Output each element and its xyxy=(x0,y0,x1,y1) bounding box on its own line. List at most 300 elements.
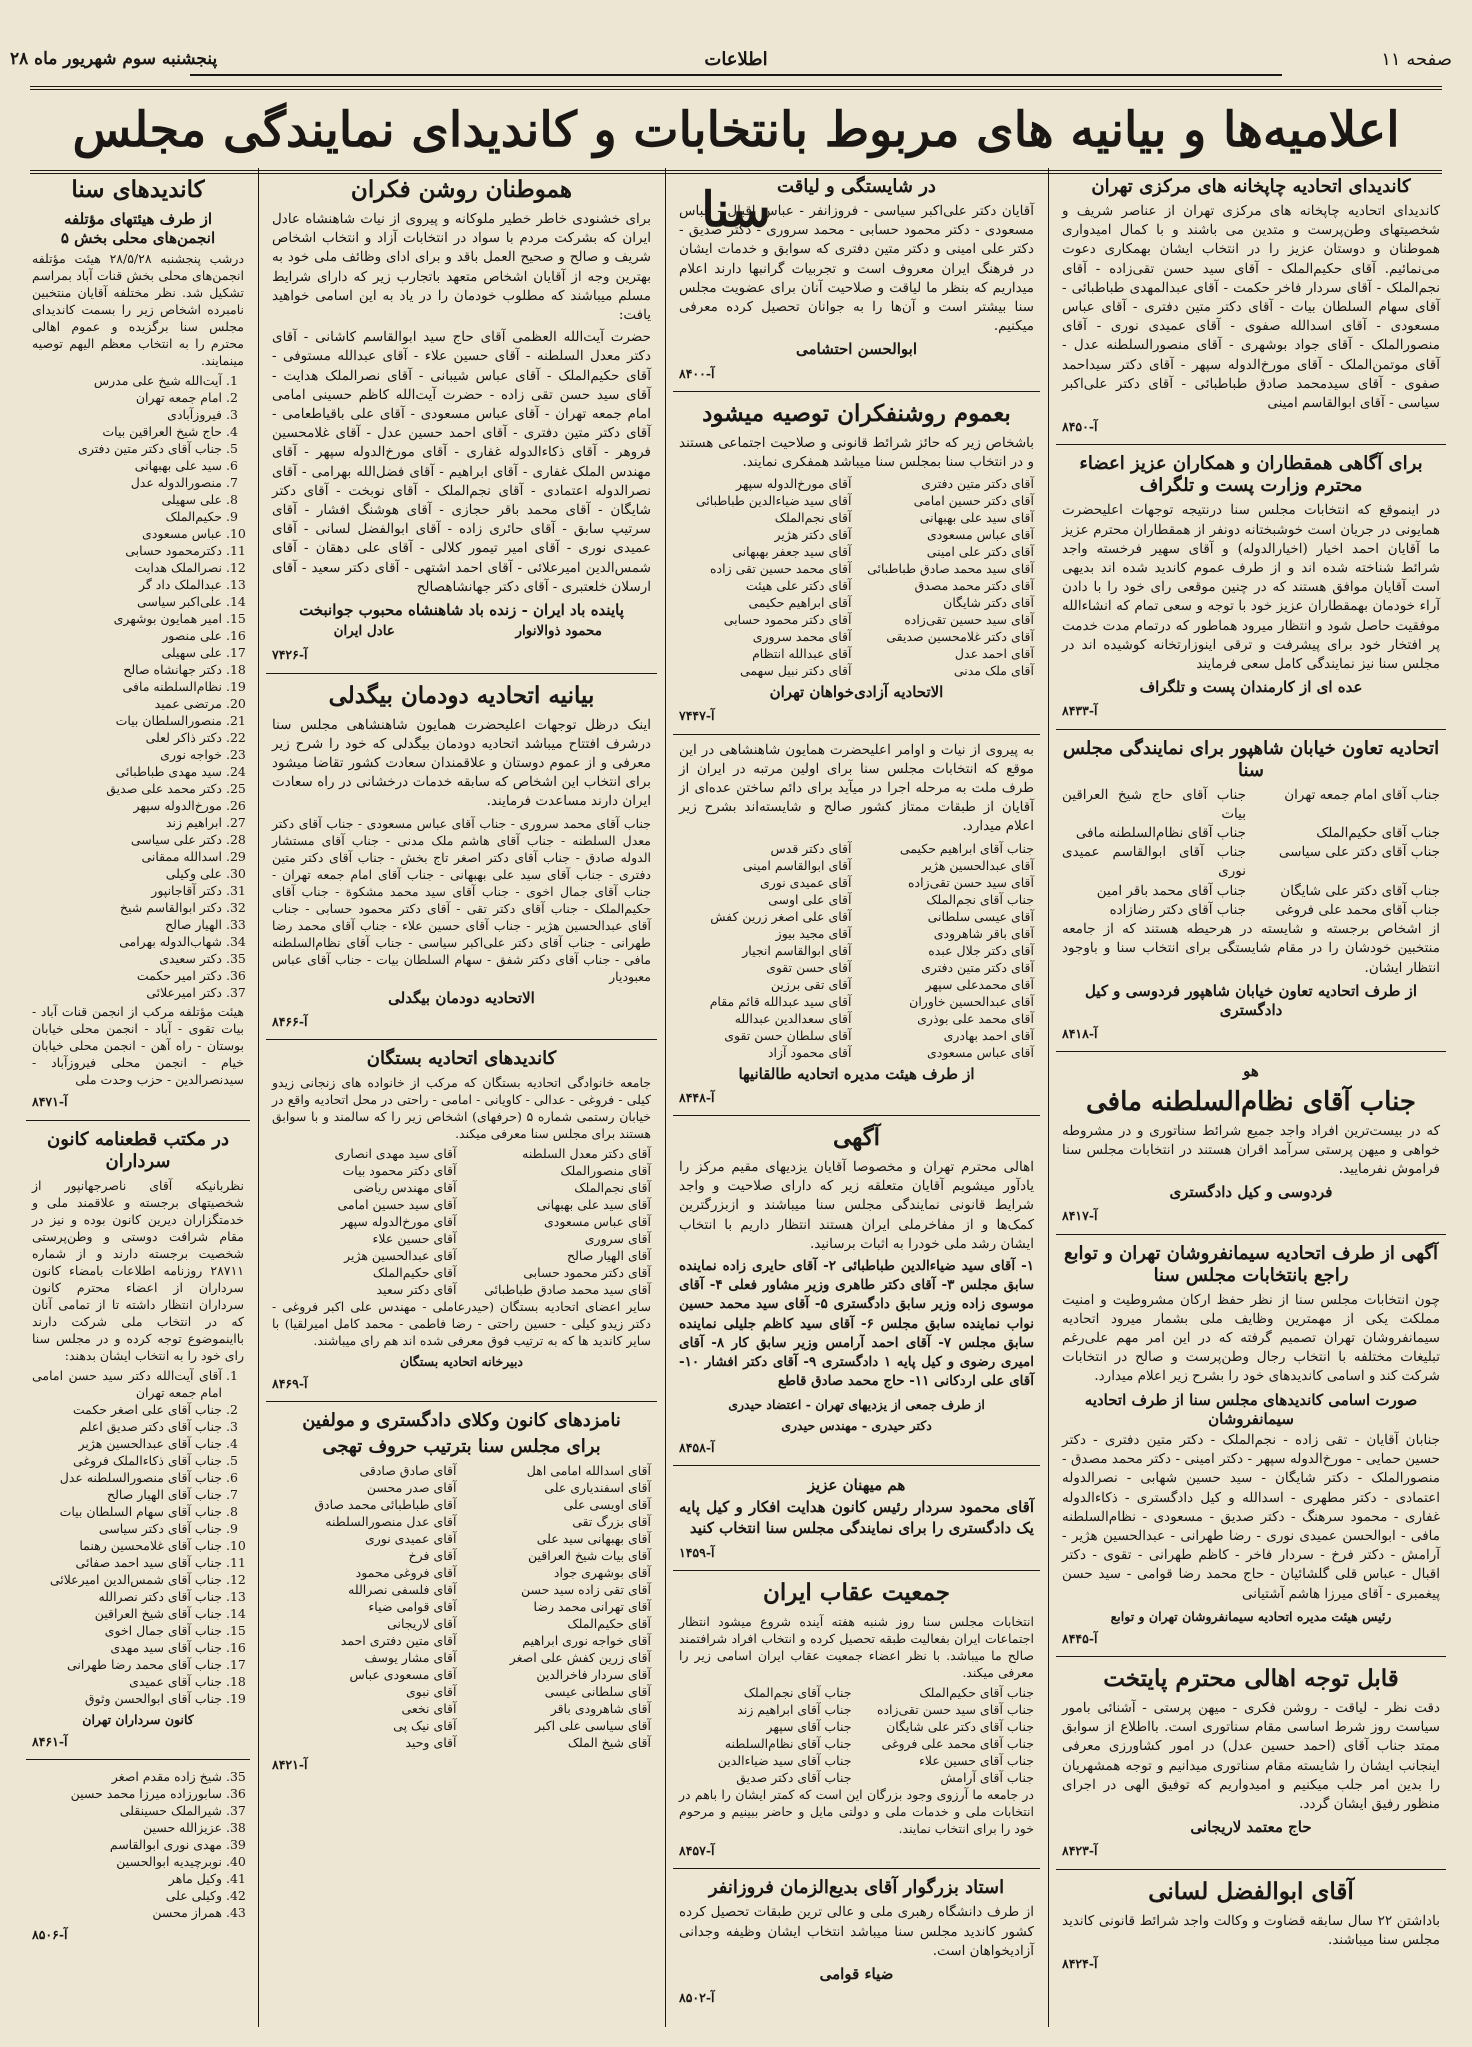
announcement-signature: ضیاء قوامی xyxy=(819,1964,894,1983)
list-item: آقای ابوالقاسم امینی xyxy=(742,857,852,873)
list-item: 36. سابورزاده میرزا محمد حسین xyxy=(32,1785,222,1802)
list-item: آقای حسن تقوی xyxy=(766,959,852,975)
announcement-merit xyxy=(673,168,1040,392)
list-item: آقای صدر محسن xyxy=(366,1480,457,1496)
running-header xyxy=(10,44,1452,76)
list-item: آقای شیخ الملک xyxy=(567,1735,651,1751)
list-item: 31. دکتر آقاجانپور xyxy=(32,882,222,899)
list-item: 10. جناب آقای غلامحسین رهنما xyxy=(32,1537,222,1554)
announcement-title: قابل توجه اهالی محترم پایتخت xyxy=(1103,1664,1399,1692)
candidate-list: جنابان آقایان - تقی زاده - نجم‌الملک - دکتر متین دفتری - دکتر حسین حمایی - مورخ‌الدوله سپهر - دکتر امینی - دکتر محمد مصدق - منصورالملک - دکتر شایگان - سید حسین شهابی - نصرالدوله اعتمادی - دکتر مطهری - اسدالله و کیل دادگستری - ذکاءالدوله غفاری - محمود سرهنگ - دکتر صدیق - مسعودی - نظام‌السلطنه مافی - ابوالحسن عمیدی نوری - رضا طهرانی - عبدالحسین هژیر - آرامش - دکتر فرخ - سردار فاخر - کاظم طهرانی - تقوی - دکتر اقبال - عباس قلی گلشائیان - حاج محمد رضا قوامی - سید حسن پیغمبری - آقای میرزا هاشم آشتیانی xyxy=(1062,1431,1440,1602)
list-item: 15. امیر همایون بوشهری xyxy=(32,610,222,627)
list-item: 39. مهدی نوری ابوالقاسم xyxy=(32,1836,222,1853)
list-item: جناب آقای حاج شیخ العراقین بیات xyxy=(1062,786,1246,822)
list-item: 20. مرتضی عمید xyxy=(32,695,222,712)
list-item: آقای عمیدی نوری xyxy=(759,874,852,890)
list-item: آقای متین دفتری احمد xyxy=(340,1633,457,1649)
list-item: آقای فروغی محمود xyxy=(355,1565,457,1581)
list-item: جناب آقای محمد علی فروغی xyxy=(1275,901,1440,918)
list-item: جناب آقای نجم‌الملک xyxy=(743,1685,852,1701)
list-item: آقای دکتر محمود حسابی xyxy=(523,1265,651,1281)
list-item: آقای محمد سروری xyxy=(752,629,852,645)
list-item: 6. جناب آقای منصورالسلطنه عدل xyxy=(32,1469,222,1486)
announcement-signature: الاتحادیه دودمان بیگدلی xyxy=(388,988,535,1007)
candidate-list xyxy=(679,1684,1034,1786)
announcement-subtitle: برای مجلس سنا بترتیب حروف تهجی xyxy=(322,1436,601,1458)
announcement-title: آگهی xyxy=(832,1124,881,1152)
list-item: جناب آقای سید حسن تقی‌زاده xyxy=(876,1702,1034,1718)
announcement-post-telegraph xyxy=(1056,445,1446,729)
announcement-body: اهالی محترم تهران و مخصوصا آقایان یزدیهای مقیم مرکز را یادآور میشویم آقایان متعلقه زیر که دارای صلاحیت و واجد شرایط قانونی نمایندگی مجلس سنا میباشند و ازبزرگترین کمک‌ها و از مفاخرملی ایران هستند انتظار داریم با انتخاب ایشان رشد ملی خودرا به اثبات برسانید. xyxy=(679,1159,1034,1252)
ad-code: ۸۵۰۶-آ xyxy=(32,1926,68,1942)
announcement-title: آگهی از طرف اتحادیه سیمانفروشان تهران و توابع راجع بانتخابات مجلس سنا xyxy=(1063,1242,1439,1286)
ad-code: ۷۴۴۷-آ xyxy=(679,708,715,724)
column-rule xyxy=(1048,168,1049,2027)
list-item: آقای دکتر حسین امامی xyxy=(913,493,1034,509)
candidate-list xyxy=(679,840,1034,1061)
list-item: آقای قوامی ضیاء xyxy=(368,1599,457,1615)
list-item: آقای مشار یوسف xyxy=(364,1650,457,1666)
announcement-signature: عده ای از کارمندان پست و تلگراف xyxy=(1139,678,1363,697)
announcement-signature: فردوسی و کیل دادگستری xyxy=(1169,1183,1333,1202)
list-item: 12. جناب آقای شمس‌الدین امیرعلائی xyxy=(32,1571,222,1588)
list-item: 6. سید علی بهبهانی xyxy=(32,457,222,474)
announcement-body: نظربانیکه آقای ناصرجهانپور از شخصیتهای برجسته و علاقمند ملی و خدمتگزاران دیرین کانون بوده و نیز در مقام شرافت دوستی و وطن‌پرستی شخصیت برجسته دارند و از شماره ۲۸۷۱۱ روزنامه اطلاعات بامضاء کانون سرداران از اعضاء محترم کانون سرداران انتظار داشته تا از تمامی آنان که در انتخاب ملی شرکت دارند بااینموضوع توجه کرده و در مجلس سنا رای خود را به انتخاب ایشان بدهند: xyxy=(32,1177,244,1363)
announcement-signature: الاتحادیه آزادی‌خواهان تهران xyxy=(769,683,944,702)
list-item: جناب آقای حسین علاء xyxy=(919,1753,1034,1769)
announcement-title: نامزدهای کانون وکلای دادگستری و مولفین xyxy=(302,1410,621,1432)
list-item: جناب آقای دکتر علی سیاسی xyxy=(1278,844,1440,861)
list-item: آقای دکتر نبیل سهمی xyxy=(739,663,852,679)
list-item: آقای اسدالله امامی اهل xyxy=(526,1463,651,1479)
list-item: آقای طباطبائی محمد صادق xyxy=(314,1497,457,1513)
ad-code: ۸۴۶۹-آ xyxy=(272,1376,308,1392)
announcement-printing-union xyxy=(1056,168,1446,445)
announcement-signature: محمود ذوالانوار xyxy=(515,623,602,640)
announcement-signature: از طرف هیئت مدیره اتحادیه طالقانیها xyxy=(738,1064,975,1083)
announcement-body: هیئت مؤتلفه مرکب از انجمن قنات آباد - بیات تقوی - آباد - انجمن محلی خیابان بوستان - راه آهن - انجمن محلی خیابان خیام - انجمن محلی فیروزآباد - سیدنصرالدین - حزب وحدت ملی xyxy=(32,1004,244,1088)
candidate-list: ۱- آقای سید ضیاء‌الدین طباطبائی ۲- آقای حایری زاده نماینده سابق مجلس ۳- آقای دکتر طاهری وزیر مشاور فعلی ۴- آقای موسوی زاده وزیر سابق دادگستری ۵- آقای سید محمد حسین نواب نماینده سابق مجلس ۶- آقای سید کاظم جلیلی نماینده سابق مجلس ۷- آقای احمد آرامس وزیر سابق کار ۸- آقای امیری رضوی و کیل پایه ۱ دادگستری ۹- آقای دکتر افشار ۱۰- آقای علی اردکانی ۱۱- حاج محمد صادق قاطع xyxy=(679,1258,1035,1390)
list-item: 32. دکتر ابوالقاسم شیخ xyxy=(32,899,222,916)
list-item: آقای خواجه نوری ابراهیم xyxy=(522,1633,651,1649)
list-item: آقای محمدعلی سپهر xyxy=(925,976,1034,992)
announcement-taleghanis xyxy=(673,735,1040,1116)
list-item: 23. خواجه نوری xyxy=(32,746,222,763)
list-item: آقای سید ضیاءالدین طباطبائی xyxy=(695,493,852,509)
list-item: 26. مورخ‌الدوله سپهر xyxy=(32,797,222,814)
announcement-title: کاندیدای اتحادیه چاپخانه های مرکزی تهران xyxy=(1091,176,1411,197)
list-item: آقای منصورالملک xyxy=(560,1163,651,1179)
announcement-body: که در بیست‌ترین افراد واجد جمیع شرائط سناتوری و در مشروطه خواهی و میهن پرستی سرآمد اقران هستند در انتخابات مجلس سنا فراموش نفرمایید. xyxy=(1062,1122,1440,1177)
list-item: 29. اسدالله ممقانی xyxy=(32,848,222,865)
announcement-body: دقت نظر - لیاقت - روشن فکری - میهن پرستی - آشنائی بامور سیاست روز شرط اساسی مقام سناتوری است. بااطلاع از سوابق ممتد جناب آقای (احمد حسین عدل) در امور کشاورزی معرفی اینجانب ایشان را شایسته مقام سناتوری میدانیم و توجه همشهریان را بدین امر جلب میکنیم و امیدواریم که توفیق الهی در اجرای منظور رفیق ایشان گردد. xyxy=(1062,1699,1440,1812)
ad-code: ۱۴۵۹-آ xyxy=(679,1544,715,1560)
list-item: آقای محمد علی بوذری xyxy=(917,1010,1034,1026)
list-item: آقای دکتر متین دفتری xyxy=(921,959,1034,975)
announcement-body: از اشخاص برجسته و شایسته در هرحیطه هستند که از جامعه منتخبین خودشان را در مقام شایستگی برای انتخاب سنا و باوجود انتظار ایشان. xyxy=(1062,921,1440,976)
announcement-signature: رئیس هیئت مدیره اتحادیه سیمانفروشان تهران و توابع xyxy=(1110,1608,1392,1624)
list-item: آقای دکتر هژیر xyxy=(774,527,852,543)
issue-date: پنجشنبه سوم شهریور ماه ۲۸ xyxy=(10,49,218,69)
announcement-title: جمعیت عقاب ایران xyxy=(763,1579,950,1607)
list-item: آقای باقر شاهرودی xyxy=(933,925,1034,941)
list-item: آقای عبدالحسین هژیر xyxy=(344,1248,457,1264)
announcement-senate-candidates xyxy=(26,168,250,1121)
ad-code: ۸۴۵۷-آ xyxy=(679,1843,715,1859)
list-item: آقای دکتر محمود حسابی xyxy=(723,612,852,628)
announcement-signature: دبیرخانه اتحادیه بستگان xyxy=(399,1354,523,1370)
list-item: جناب آقای ابراهیم زند xyxy=(737,1702,852,1718)
list-item: 3. فیروزآبادی xyxy=(32,406,222,423)
candidate-list: حضرت آیت‌الله العظمی آقای حاج سید ابوالقاسم کاشانی - آقای دکتر معدل السلطنه - آقای حسین علاء - آقای عبدالله مستوفی - آقای حکیم‌الملک - آقای عباس شیبانی - آقای نصرالملک هدایت - آقای سید حسن تقی زاده - حضرت آیت‌الله کاظم حسینی امامی امام جمعه تهران - آقای عباس مسعودی - آقای علی باقیاطعامی - آقای دکتر متین دفتری - آقای احمد حسین عدل - آقای غلامحسین فروهر - آقای ذکاءالدوله غفاری - آقای مورخ‌الدوله سپهر - آقای مهندس الملک غفاری - آقای ابراهیم - آقای فضل‌الله بهرامی - آقای نصرالدوله اعتمادی - آقای نجم‌الملک - آقای نوبخت - آقای دکتر شایگان - آقای محمد باقر حجازی - آقای هوشنگ افشار - آقای سرتیپ سابق - آقای حائری زاده - آقای ابوالفضل لسانی - آقای عمیدی نوری - آقای امیر تیمور کلالی - آقای علی دهقان - آقای شمس‌الدین امیرعلائی - آقای احمد اشتهی - آقای دکتر سعید - آقای ارسلان خلعتبری - آقای دکتر جهانشاهصالح xyxy=(272,329,651,595)
announcement-body: در اینموقع که انتخابات مجلس سنا درنتیجه توجهات اعلیحضرت همایونی در جریان است خوشبختانه دونفر از همقطاران محترم عزیز ما آقایان احمد اخیار (اخیارالدوله) و آقای سهیر فرخسته واجد شرائط شناخته شده اند و از طرف عموم کاندید شده اند بدیهی است آقایان موافق هستند که در چنین موقعی رای خود را با دادن آراء خودمان بهمقطاران عزیز خود با توجه و سعی تمام که انشاءالله موفقیت حاصل شود و انتظار میرود هماطور که درتمام مدت خدمت پر افتخار خود برای پیشرفت و ترقی اینوزارتخانه کوشیده اند در مجلس سنا نیز نمایندگی کامل سعی فرمایند xyxy=(1062,502,1440,673)
announcement-title: کاندیدهای سنا xyxy=(71,176,205,203)
list-item: 15. جناب آقای جمال اخوی xyxy=(32,1622,222,1639)
list-item: 43. همراز محسن xyxy=(32,1904,222,1921)
announcement-bar-association xyxy=(266,1402,657,1782)
ad-code: ۸۴۲۱-آ xyxy=(272,1757,308,1773)
list-item: 38. عزیزالله حسین xyxy=(32,1819,222,1836)
candidate-list xyxy=(32,1768,244,1921)
announcement-body: درشب پنجشنبه ۲۸/۵/۲۸ هیئت مؤتلفه انجمن‌های محلی بخش قنات آباد بمراسم تشکیل شد. نظر مختلفه آقایان منتخبین نامبرده اشخاص زیر را بسمت کاندیدای مجلس سنا برگزیده و عموم اهالی محترم را به انتخاب معظم الیهم توصیه مینمایند. xyxy=(32,251,245,369)
announcement-body: انتخابات مجلس سنا روز شنبه هفته آینده شروع میشود انتظار اجتماعات ایران بفعالیت طبقه تحصیل کرده و انتخاب افراد شرافتمند صالح ما میباشد. با نظر اعضاء جمعیت عقاب ایران اسامی زیر را معرفی میکند. xyxy=(679,1614,1034,1681)
announcement-body: باداشتن ۲۲ سال سابقه قضاوت و وکالت واجد شرائط قانونی کاندید مجلس سنا میباشند. xyxy=(1062,1912,1440,1948)
announcement-enlightened xyxy=(266,168,657,674)
announcement-body: چون انتخابات مجلس سنا از نظر حفظ ارکان مشروطیت و امنیت مملکت یکی از مهمترین وظایف ملی بشمار میرود اتحادیه سیمانفروشان تهران تصمیم گرفته که در این امر مهم علی‌رغم تبلیغات مختلفه با انتخاب رجال وطن‌پرست و صالح در انتخابات شرکت کند و اسامی کاندیدهای خود را بشرح زیر اعلام میدارد. xyxy=(1062,1291,1440,1385)
signatures xyxy=(272,622,651,641)
announcement-oghab xyxy=(673,1571,1040,1869)
list-item: جناب آقای نجم‌الملک xyxy=(926,891,1034,907)
list-item: 13. جناب آقای دکتر نصرالله xyxy=(32,1588,222,1605)
ad-code: ۸۴۲۴-آ xyxy=(1062,1956,1098,1972)
list-item: جناب آقای ابوالقاسم عمیدی نوری xyxy=(1062,844,1246,880)
list-item: آقای فرخ xyxy=(408,1548,457,1564)
column-2 xyxy=(673,168,1040,2027)
ad-code: ۸۴۵۰-آ xyxy=(1062,419,1098,435)
list-item: آقای دکتر معدل السلطنه xyxy=(522,1146,651,1162)
list-item: 22. دکتر ذاکر لعلی xyxy=(32,729,222,746)
column-3 xyxy=(266,168,657,2027)
list-item: آقای تقی برزین xyxy=(770,976,852,992)
announcement-body: باشخاص زیر که حائز شرائط قانونی و صلاحیت اجتماعی هستند و در انتخاب سنا بمجلس سنا میباشد همفکری نمایند. xyxy=(679,434,1034,471)
ad-code: ۸۴۴۵-آ xyxy=(1062,1630,1098,1646)
list-item: آقای دکتر شایگان xyxy=(943,595,1034,611)
list-item: آقای عمیدی نوری xyxy=(364,1531,457,1547)
list-item: 11. جناب آقای سید احمد صفائی xyxy=(32,1554,222,1571)
list-item: 12. نصرالملک هدایت xyxy=(32,559,222,576)
list-item: آقای اویسی علی xyxy=(563,1497,651,1513)
list-item: آقای علی اصغر زرین کفش xyxy=(710,908,852,924)
announcement-title: استاد بزرگوار آقای بدیع‌الزمان فروزانفر xyxy=(708,1877,1005,1899)
announcement-bastegan xyxy=(266,1040,657,1402)
list-item: 36. دکتر امیر حکمت xyxy=(32,967,222,984)
announcement-title: کاندیدهای اتحادیه بستگان xyxy=(366,1048,557,1070)
list-item: آقای ابراهیم حکیمی xyxy=(748,595,852,611)
candidate-list xyxy=(272,1145,651,1298)
list-item: آقای دکتر متین دفتری xyxy=(921,476,1034,492)
announcement-signature: دکتر حیدری - مهندس حیدری xyxy=(781,1417,932,1433)
announcement-body: سایر اعضای اتحادیه بستگان (حیدرعاملی - مهندس علی اکبر فروغی - دکتر زیدو کیلی - حسین راحتی - رضا فاطمی - محمد کامل امیرلقیا) با سایر کاندید ها که به ترتیب فوق معرفی شده اند هم رای میباشند. xyxy=(272,1299,651,1349)
list-item: آقای الهیار صالح xyxy=(567,1248,651,1264)
list-item: 25. دکتر محمد علی صدیق xyxy=(32,780,222,797)
list-item: 24. سید مهدی طباطبائی xyxy=(32,763,222,780)
column-4 xyxy=(26,168,250,2027)
list-item: آقای زرین کفش علی اصغر xyxy=(509,1650,651,1666)
announcement-body: برای خشنودی خاطر خطیر ملوکانه و پیروی از نیات شاهنشاه عادل ایران که بشرکت مردم با سواد در انتخابات آزاد و انتخاب اشخاص شریف و صالح و صحیح العمل باقد و برای ادای وظائف ملی خود به بهترین وجه از آقایان اشخاص متعهد باتجارب زیر که دارای شرایط مسلم میباشند که مطلوب خودمان را در یاد به این اسامی خواهید یافت: xyxy=(272,211,651,324)
invocation: هو xyxy=(1243,1062,1259,1081)
list-item: آقای سردار فاخرالدین xyxy=(536,1667,651,1683)
announcement-title: هموطنان روشن فکران xyxy=(350,176,573,203)
list-item: جناب آقای آرامش xyxy=(940,1770,1034,1786)
list-item: جناب آقای محمد علی فروغی xyxy=(881,1736,1034,1752)
list-item: آقای عبدالحسین هژیر xyxy=(921,857,1034,873)
announcement-yazdis xyxy=(673,1116,1040,1466)
ad-code: ۸۴۱۸-آ xyxy=(1062,1026,1098,1042)
list-item: آقای لاریجانی xyxy=(387,1616,457,1632)
list-item: آقای نجم‌الملک xyxy=(574,1180,651,1196)
candidate-list xyxy=(32,372,244,1001)
announcement-signature: حاج معتمد لاریجانی xyxy=(1190,1818,1312,1837)
list-item: 41. وکیل ماهر xyxy=(32,1870,222,1887)
list-item: جناب آقای حکیم‌الملک xyxy=(1316,825,1440,842)
list-item: جناب آقای نظام‌السلطنه مافی xyxy=(1075,825,1246,842)
announcement-body: جامعه خانوادگی اتحادیه بستگان که مرکب از خانواده های زنجانی زیدو کیلی - فروغی - عدالی - کاویانی - امامی - راحتی در محل اتحادیه واقع در خیابان رستمی شماره ۵ (حرفهای) اشخاص زیر را که سالمند و با سوابق هستند برای مجلس سنا معرفی میکند. xyxy=(272,1075,651,1142)
announcement-lesani xyxy=(1056,1870,1446,1982)
list-item: جناب آقای ابراهیم حکیمی xyxy=(899,840,1034,856)
list-item: آقای نجم‌الملک xyxy=(774,510,852,526)
list-item: آقای دکتر قدس xyxy=(770,840,852,856)
column-rule xyxy=(665,168,666,2027)
list-item: جناب آقای محمد باقر امین xyxy=(1096,882,1246,899)
announcement-signature: از طرف اتحادیه تعاون خیابان شاهپور فردوسی و کیل دادگستری xyxy=(1084,981,1418,1019)
candidate-list xyxy=(32,1367,244,1707)
list-item: 7. جناب آقای الهیار صالح xyxy=(32,1486,222,1503)
list-item: 35. دکتر سعیدی xyxy=(32,950,222,967)
list-item: آقای دکتر علی هیئت xyxy=(745,578,852,594)
announcement-body: کاندیدای اتحادیه چاپخانه های مرکزی تهران از عناصر شریف و شخصیتهای وطن‌پرست و متدین می باشند و با کمال امیدواری هموطنان و دوستان عزیز را در انتخاب ایشان بهمکاری دعوت می‌نمائیم. آقای حکیم‌الملک - آقای سید حسن تقی‌زاده - آقای نجم‌الملک - آقای سردار فاخر حکمت - آقای عبدالمهدی طباطبائی - آقای سهام السلطان بیات - آقای دکتر متین دفتری - آقای عباس مسعودی - آقای اسدالله صفوی - آقای عمیدی نوری - آقای منصورالملک - آقای جواد بوشهری - آقای منصورالسلطنه عدل - آقای موتمن‌الملک - آقای مورخ‌الدوله سپهر - آقای دکتر سیداحمد صفوی - آقای سیدمحمد صادق طباطبائی - آقای دکتر علی‌اکبر سیاسی - آقای ابوالقاسم امینی xyxy=(1062,203,1440,412)
ad-code: ۸۴۷۱-آ xyxy=(32,1094,68,1110)
list-item: آقای سید عبدالله قائم مقام xyxy=(709,993,852,1009)
candidate-list xyxy=(272,1462,651,1751)
list-item: آقای سید حسین تقی‌زاده xyxy=(904,612,1034,628)
list-item: جناب آقای دکتر علی شایگان xyxy=(886,1719,1034,1735)
announcement-body: از طرف دانشگاه رهبری ملی و عالی ترین طبقات تحصیل کرده کشور کاندید مجلس سنا میباشد انتخاب ایشان وظیفه وجدانی آزادیخواهان است. xyxy=(679,1904,1034,1959)
list-item: آقای سعدالدین عبدالله xyxy=(734,1010,852,1026)
announcement-list-continued xyxy=(26,1760,250,1952)
list-item: آقای مسعودی عباس xyxy=(349,1667,457,1683)
list-item: آقای دکتر جلال عبده xyxy=(928,942,1034,958)
list-item: آقای عباس مسعودی xyxy=(927,1044,1034,1060)
list-item: آقای دکتر غلامحسین صدیقی xyxy=(886,629,1034,645)
list-item: 5. جناب آقای دکتر متین دفتری xyxy=(32,440,222,457)
ad-code: ۸۴۱۷-آ xyxy=(1062,1208,1098,1224)
ad-code: ۸۴۴۸-آ xyxy=(679,1089,715,1105)
list-item: آقای نیک پی xyxy=(393,1718,457,1734)
announcement-body: آقای محمود سردار رئیس کانون هدایت افکار و کیل پایه یک دادگستری را برای نمایندگی مجلس سنا انتخاب کنید xyxy=(679,1497,1034,1537)
list-item: آقای حسین علاء xyxy=(372,1231,457,1247)
announcement-intellectuals xyxy=(673,392,1040,735)
list-item: آقای وحید xyxy=(405,1735,457,1751)
list-item: 16. علی منصور xyxy=(32,627,222,644)
announcement-title: بیانیه اتحادیه دودمان بیگدلی xyxy=(328,681,595,709)
list-item: جناب آقای امام جمعه تهران xyxy=(1284,786,1440,803)
list-item: 8. جناب آقای سهام السلطان بیات xyxy=(32,1503,222,1520)
list-item: جناب آقای دکتر رضازاده xyxy=(1109,901,1246,918)
list-item: آقای مورخ‌الدوله سپهر xyxy=(735,476,852,492)
list-item: آقای بزرگ تقی xyxy=(572,1514,651,1530)
list-item: 1. آقای آیت‌الله دکتر سید حسن امامی امام جمعه تهران xyxy=(32,1367,222,1401)
announcement-kicker: هم میهنان عزیز xyxy=(807,1475,906,1494)
list-item: آقای فلسفی نصرالله xyxy=(348,1582,457,1598)
list-item: آقای مهندس ریاضی xyxy=(353,1180,457,1196)
list-item: آقای احمد بهادری xyxy=(943,1027,1034,1043)
announcement-body: آقایان دکتر علی‌اکبر سیاسی - فروزانفر - عباس اقبال - عباس مسعودی - دکتر محمود حسابی - محمد سروری - دکتر صدیق - دکتر علی امینی و دکتر متین دفتری که سوابق و خدمات ایشان در فرهنگ ایران معروف است و تجربیات گرانبها دارند اعلام میداریم که بنظر ما لیاقت و صلاحیت آنان برای عضویت مجلس سنا بیشتر است و آن‌ها را به جوانان تحصیل کرده معرفی میکنیم. xyxy=(679,203,1034,335)
list-item: آقای حکیم‌الملک xyxy=(372,1265,457,1281)
list-item: آقای اسفندیاری علی xyxy=(544,1480,651,1496)
list-item: 16. جناب آقای سید مهدی xyxy=(32,1639,222,1656)
list-item: آقای عبدالحسین خاوران xyxy=(909,993,1034,1009)
announcement-forouzanfar xyxy=(673,1869,1040,2015)
list-item: 2. امام جمعه تهران xyxy=(32,389,222,406)
list-item: آقای سلطان حسن تقوی xyxy=(724,1027,852,1043)
list-item: آقای شاهرودی باقر xyxy=(550,1701,651,1717)
list-item: آقای تهرانی محمد رضا xyxy=(533,1599,651,1615)
list-item: آقای سید حسین امامی xyxy=(337,1197,457,1213)
list-item: 14. جناب آقای شیخ العراقین xyxy=(32,1605,222,1622)
list-item: 4. جناب آقای عبدالحسین هژیر xyxy=(32,1435,222,1452)
list-item: جناب آقای سپهر xyxy=(766,1719,852,1735)
list-item: 19. نظام‌السلطنه مافی xyxy=(32,678,222,695)
list-item: آقای نبوی xyxy=(405,1684,457,1700)
page-number: صفحه ۱۱ xyxy=(1381,48,1452,70)
list-item: 19. جناب آقای ابوالحسن وثوق xyxy=(32,1690,222,1707)
main-headline: اعلامیه‌ها و بیانیه های مربوط بانتخابات و کاندیدای نمایندگی مجلس سنا xyxy=(30,86,1442,174)
list-item: 40. نوبرچیدیه ابوالحسین xyxy=(32,1853,222,1870)
list-item: آقای عدل منصورالسلطنه xyxy=(325,1514,457,1530)
list-item: 5. جناب آقای ذکاءالملک فروغی xyxy=(32,1452,222,1469)
list-item: آقای محمد حسین تقی زاده xyxy=(710,561,852,577)
column-rule xyxy=(258,168,259,2027)
list-item: آقای سلطانی عیسی xyxy=(544,1684,651,1700)
list-item: 4. حاج شیخ العراقین بیات xyxy=(32,423,222,440)
list-item: آقای محمود آزاد xyxy=(767,1044,852,1060)
list-item: آقای مجید بیوز xyxy=(775,925,852,941)
list-item: 14. علی‌اکبر سیاسی xyxy=(32,593,222,610)
list-item: آقای بیات شیخ العراقین xyxy=(527,1548,651,1564)
list-item: 28. دکتر علی سیاسی xyxy=(32,831,222,848)
list-item: جناب آقای سید ضیاءالدین xyxy=(717,1753,852,1769)
announcement-sardaran-center xyxy=(26,1121,250,1760)
list-item: آقای حکیم‌الملک xyxy=(567,1616,651,1632)
list-item: 8. علی سهیلی xyxy=(32,491,222,508)
list-item: آقای سید محمد صادق طباطبائی xyxy=(484,1282,651,1298)
announcement-signature: کانون سرداران تهران xyxy=(82,1711,194,1727)
announcement-bigdeli xyxy=(266,674,657,1040)
list-item: آقای سید علی بهبهانی xyxy=(536,1197,651,1213)
list-item: آقای سروری xyxy=(584,1231,651,1247)
list-item: 42. وکیلی علی xyxy=(32,1887,222,1904)
list-item: آقای دکتر علی امینی xyxy=(926,544,1034,560)
list-item: آقای دکتر محمد مصدق xyxy=(914,578,1034,594)
list-item: جناب آقای دکتر صدیق xyxy=(736,1770,852,1786)
list-item: 3. جناب آقای دکتر صدیق اعلم xyxy=(32,1418,222,1435)
list-item: آقای دکتر سعید xyxy=(376,1282,457,1298)
list-item: آقای سید مهدی انصاری xyxy=(334,1146,457,1162)
list-item: آقای سید جعفر بهبهانی xyxy=(732,544,852,560)
list-item: 17. جناب آقای محمد رضا طهرانی xyxy=(32,1656,222,1673)
list-item: 34. شهاب‌الدوله بهرامی xyxy=(32,933,222,950)
list-item: 17. علی سهیلی xyxy=(32,644,222,661)
list-item: آقای ملک مدنی xyxy=(953,663,1034,679)
list-item: 35. شیخ زاده مقدم اصغر xyxy=(32,1768,222,1785)
ad-code: ۸۵۰۲-آ xyxy=(679,1990,715,2006)
list-item: آقای ابوالقاسم انجیار xyxy=(742,942,852,958)
announcement-signature: ابوالحسن احتشامی xyxy=(796,340,917,359)
list-item: آقای سید علی بهبهانی xyxy=(919,510,1034,526)
list-item: جناب آقای نظام‌السلطنه xyxy=(724,1736,852,1752)
candidate-list xyxy=(679,475,1034,679)
ad-code: ۸۴۶۱-آ xyxy=(32,1733,68,1749)
announcement-cement-sellers xyxy=(1056,1235,1446,1657)
ad-code: ۸۴۶۶-آ xyxy=(272,1013,308,1029)
list-item: جناب آقای دکتر علی شایگان xyxy=(1280,882,1440,899)
list-item: آقای بهبهانی سید علی xyxy=(536,1531,651,1547)
list-item: آقای احمد عدل xyxy=(954,646,1034,662)
announcement-title: اتحادیه تعاون خیابان شاهپور برای نمایندگی مجلس سنا xyxy=(1062,737,1440,781)
list-item: جناب آقای حکیم‌الملک xyxy=(919,1685,1034,1701)
announcement-sardar xyxy=(673,1466,1040,1571)
ad-code: ۸۴۳۳-آ xyxy=(1062,703,1098,719)
announcement-title: برای آگاهی همقطاران و همکاران عزیز اعضاء محترم وزارت پست و تلگراف xyxy=(1079,453,1423,497)
list-item: 30. علی وکیلی xyxy=(32,865,222,882)
list-item: آقای عباس مسعودی xyxy=(544,1214,651,1230)
list-item: 21. منصورالسلطان بیات xyxy=(32,712,222,729)
list-item: آقای عبدالله انتظام xyxy=(752,646,852,662)
list-item: 37. شیرالملک حسینقلی xyxy=(32,1802,222,1819)
ad-code: ۸۴۰۰-آ xyxy=(679,365,715,381)
list-item: 27. ابراهیم زند xyxy=(32,814,222,831)
list-item: آقای علی اوسی xyxy=(768,891,852,907)
motto: پاینده باد ایران - زنده باد شاهنشاه محبوب جوانبخت xyxy=(299,601,624,620)
list-item: آقای بوشهری جواد xyxy=(553,1565,651,1581)
ad-code: ۸۴۲۳-آ xyxy=(1062,1843,1098,1859)
candidate-list xyxy=(1062,786,1440,920)
announcement-nezam-saltaneh xyxy=(1056,1052,1446,1234)
candidate-list: جناب آقای محمد سروری - جناب آقای عباس مسعودی - جناب آقای دکتر معدل السلطنه - جناب آقای هاشم ملک مدنی - جناب آقای مستشار الدوله صادق - جناب آقای دکتر اصغر تاج بخش - جناب آقای دکتر متین دفتری - جناب آقای سید علی بهبهانی - جناب آقای امام جمعه تهران - جناب آقای جمال اخوی - جناب آقای سید محمد مشکوة - جناب آقای حکیم‌الملک - جناب آقای دکتر تقی - آقای دکتر محمود حسابی - جناب آقای عبدالحسین هژیر - جناب آقای حسین علاء - جناب آقای محمد رضا طهرانی - جناب آقای دکتر علی‌اکبر سیاسی - جناب آقای نظام‌السلطنه مافی - جناب آقای دکتر شفق - سهام السلطان بیات - جناب آقای عباس معبودیار xyxy=(272,815,651,984)
announcement-signature: عادل ایران xyxy=(333,623,395,640)
list-item: 10. عباس مسعودی xyxy=(32,525,222,542)
ad-code: ۷۴۲۶-آ xyxy=(272,647,308,663)
list-item: آقای سیاسی علی اکبر xyxy=(534,1718,651,1734)
announcement-signature: از طرف جمعی از یزدیهای تهران - اعتضاد حیدری xyxy=(728,1396,985,1412)
list-item: آقای نخعی xyxy=(401,1701,457,1717)
announcement-title: بعموم روشنفکران توصیه میشود xyxy=(702,399,1011,427)
column-1 xyxy=(1056,168,1446,2027)
list-item: 1. آیت‌الله شیخ علی مدرس xyxy=(32,372,222,389)
list-item: آقای تقی زاده سید حسن xyxy=(521,1582,651,1598)
list-item: 33. الهیار صالح xyxy=(32,916,222,933)
announcement-body: اینک درظل توجهات اعلیحضرت همایون شاهنشاهی مجلس سنا درشرف افتتاح میباشد اتحادیه دودمان بیگدلی که خود را شرح زیر معرفی و از عموم دوستان و علاقمندان سعادت کشور تقاضا میشود برای انتخاب این اشخاص که سابقه خدمات درخشانی در راه سعادت ایران دارند مساعدت فرمایند. xyxy=(272,716,651,810)
paper-name: اطلاعات xyxy=(704,48,768,70)
ad-code: ۸۴۵۸-آ xyxy=(679,1439,715,1455)
list-item: آقای سید حسن تقی‌زاده xyxy=(907,874,1034,890)
announcement-title: در شایستگی و لیاقت xyxy=(777,176,936,197)
list-item: 13. عبدالملک داد گر xyxy=(32,576,222,593)
list-item: 7. منصورالدوله عدل xyxy=(32,474,222,491)
announcement-title: در مکتب قطعنامه کانون سرداران xyxy=(46,1128,230,1172)
list-item: آقای سید محمد صادق طباطبائی xyxy=(867,561,1034,577)
announcement-title: آقای ابوالفضل لسانی xyxy=(1148,1877,1354,1905)
